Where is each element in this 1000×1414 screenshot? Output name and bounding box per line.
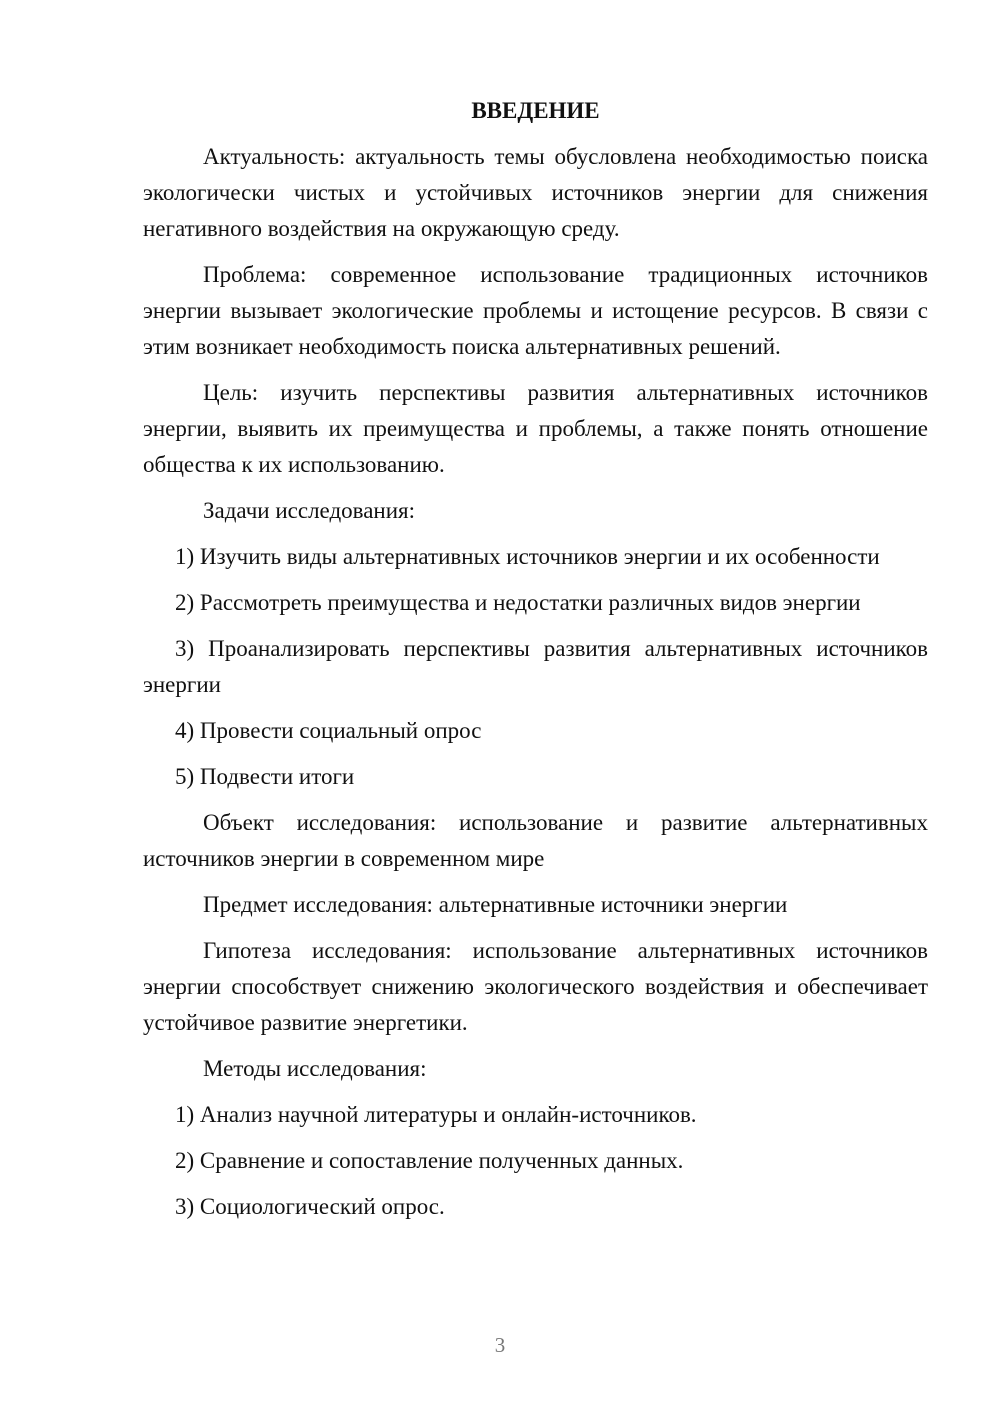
task-item-1: 1) Изучить виды альтернативных источников энергии и их особенности [175,544,880,569]
paragraph-object: Объект исследования: использование и развитие альтернативных источников энергии в современном мире [143,810,928,871]
task-item-2: 2) Рассмотреть преимущества и недостатки различных видов энергии [175,590,861,615]
task-item-3: 3) Проанализировать перспективы развития альтернативных источников энергии [143,636,928,697]
paragraph-problem: Проблема: современное использование традиционных источников энергии вызывает экологические проблемы и истощение ресурсов. В связи с этим возникает необходимость поиска альтернативных решений. [143,262,928,359]
document-page [143,93,928,1235]
paragraph-hypothesis: Гипотеза исследования: использование альтернативных источников энергии способствует снижению экологического воздействия и обеспечивает устойчивое развитие энергетики. [143,938,928,1035]
method-item-3: 3) Социологический опрос. [175,1194,445,1219]
paragraph-methods-heading: Методы исследования: [203,1056,427,1081]
paragraph-subject: Предмет исследования: альтернативные источники энергии [203,892,788,917]
page-number: 3 [494,1333,506,1357]
paragraph-relevance: Актуальность: актуальность темы обусловлена необходимостью поиска экологически чистых и устойчивых источников энергии для снижения негативного воздействия на окружающую среду. [143,144,928,241]
task-item-4: 4) Провести социальный опрос [175,718,482,743]
method-item-2: 2) Сравнение и сопоставление полученных данных. [175,1148,684,1173]
method-item-1: 1) Анализ научной литературы и онлайн-источников. [175,1102,697,1127]
paragraph-tasks-heading: Задачи исследования: [203,498,416,523]
paragraph-goal: Цель: изучить перспективы развития альтернативных источников энергии, выявить их преимущества и проблемы, а также понять отношение общества к их использованию. [143,380,928,477]
page-title: ВВЕДЕНИЕ [471,98,600,123]
task-item-5: 5) Подвести итоги [175,764,355,789]
